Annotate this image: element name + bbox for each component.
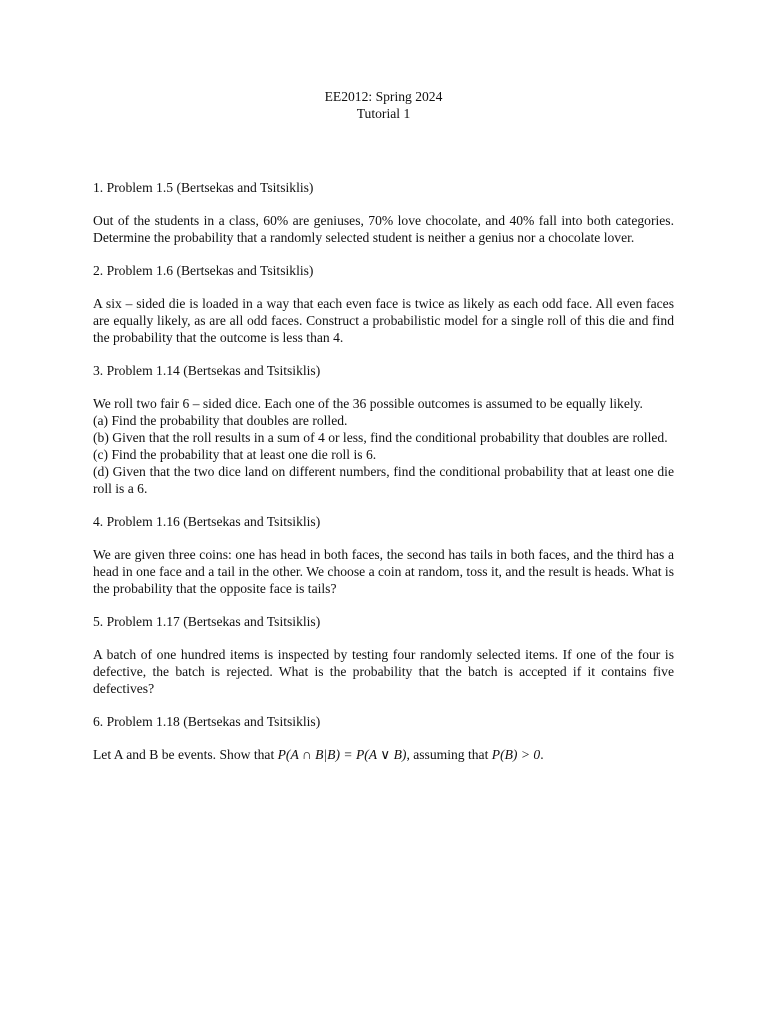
problem-6	[93, 713, 674, 763]
tutorial-title: Tutorial 1	[356, 106, 411, 121]
problem-paragraph	[93, 746, 674, 763]
problem-paragraph: A six – sided die is loaded in a way that each even face is twice as likely as each odd face. All even faces are equally likely, as are all odd faces. Construct a probabilistic model for a single roll of this die and find the probability that the outcome is less than 4.	[93, 296, 674, 345]
problem-heading: 1. Problem 1.5 (Bertsekas and Tsitsiklis)	[93, 180, 314, 195]
problem-body	[93, 746, 674, 763]
problem-heading: 4. Problem 1.16 (Bertsekas and Tsitsiklis)	[93, 514, 321, 529]
problem-2	[93, 262, 674, 346]
problem-body	[93, 395, 674, 497]
problem-heading: 2. Problem 1.6 (Bertsekas and Tsitsiklis)	[93, 263, 314, 278]
problem-part-c: (c) Find the probability that at least one die roll is 6.	[93, 447, 377, 462]
problem-body	[93, 646, 674, 697]
problem-part-b: (b) Given that the roll results in a sum of 4 or less, find the conditional probability that doubles are rolled.	[93, 430, 668, 445]
problem-paragraph: A batch of one hundred items is inspected by testing four randomly selected items. If one of the four is defective, the batch is rejected. What is the probability that the batch is accepted if it contains five defectives?	[93, 647, 674, 696]
statement-prefix: Let A and B be events. Show that	[93, 747, 278, 762]
problem-list	[93, 179, 674, 763]
document-page	[93, 88, 674, 779]
problem-part-a: (a) Find the probability that doubles are rolled.	[93, 413, 348, 428]
problem-body	[93, 295, 674, 346]
problem-heading: 6. Problem 1.18 (Bertsekas and Tsitsiklis)	[93, 714, 321, 729]
formula-expression: P(A ∩ B|B) = P(A ∨ B)	[277, 747, 407, 762]
condition-expression: P(B) > 0	[491, 747, 541, 762]
document-header	[93, 88, 674, 122]
problem-heading: 3. Problem 1.14 (Bertsekas and Tsitsiklis)	[93, 363, 321, 378]
problem-body	[93, 212, 674, 246]
problem-1	[93, 179, 674, 246]
problem-part-d: (d) Given that the two dice land on different numbers, find the conditional probability that at least one die roll is a 6.	[93, 464, 674, 496]
problem-paragraph: We are given three coins: one has head in both faces, the second has tails in both faces, and the third has a head in one face and a tail in the other. We choose a coin at random, toss it, and the result is heads. What is the probability that the opposite face is tails?	[93, 547, 674, 596]
problem-5	[93, 613, 674, 697]
problem-body	[93, 546, 674, 597]
problem-paragraph: We roll two fair 6 – sided dice. Each one of the 36 possible outcomes is assumed to be equally likely.	[93, 396, 643, 411]
course-title: EE2012: Spring 2024	[324, 89, 443, 104]
statement-middle: , assuming that	[406, 747, 492, 762]
statement-suffix: .	[540, 747, 544, 762]
problem-paragraph: Out of the students in a class, 60% are geniuses, 70% love chocolate, and 40% fall into both categories. Determine the probability that a randomly selected student is neither a genius nor a chocolate lover.	[93, 213, 674, 245]
problem-heading: 5. Problem 1.17 (Bertsekas and Tsitsiklis)	[93, 614, 321, 629]
problem-3	[93, 362, 674, 497]
problem-4	[93, 513, 674, 597]
